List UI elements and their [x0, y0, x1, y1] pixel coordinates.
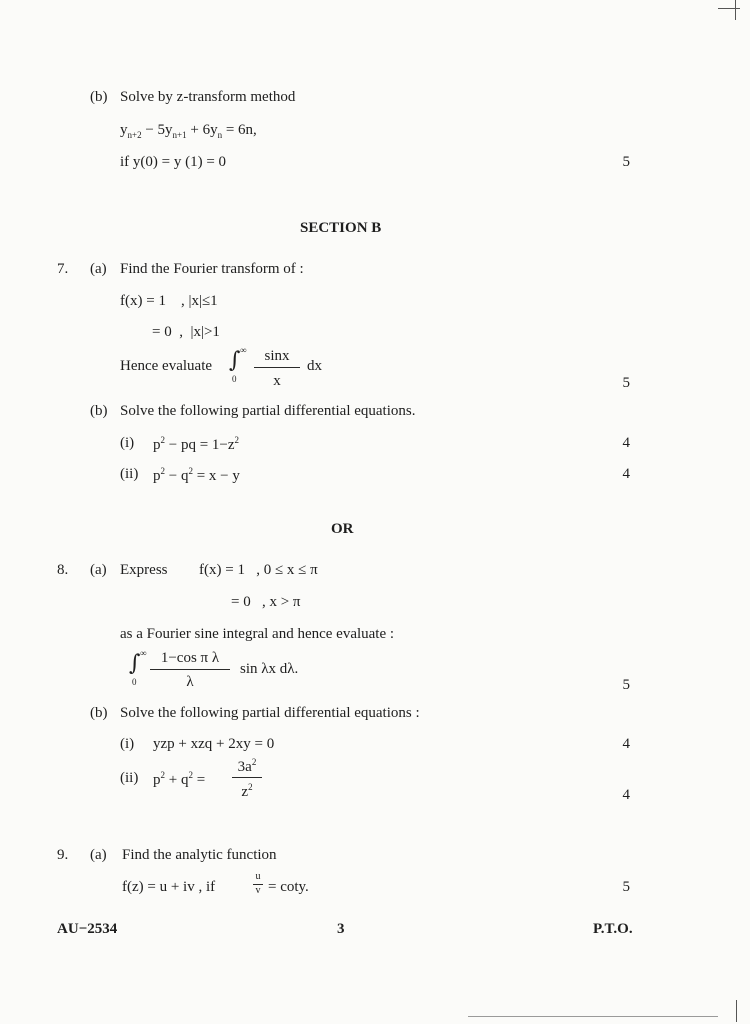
q8b-ii-marks: 4 — [622, 787, 630, 803]
footer-paper-code: AU−2534 — [57, 921, 118, 937]
q7a-function-line2: = 0 , |x|>1 — [152, 324, 220, 340]
crop-mark-vertical — [735, 0, 736, 20]
crop-mark-horizontal — [718, 8, 740, 9]
q7a-hence-text: Hence evaluate — [120, 358, 213, 374]
q6b-marks: 5 — [622, 154, 630, 170]
q8b-i-equation: yzp + xzq + 2xy = 0 — [153, 736, 275, 752]
q8a-integral-lower: 0 — [132, 677, 137, 687]
q9a-equation-start: f(z) = u + iv , if — [122, 879, 216, 895]
q6b-equation: $y_{n+2} - 5y_{n+1} + 6y_n = 6n$, — [120, 122, 257, 140]
q8a-fraction-bar — [150, 669, 230, 670]
q8a-marks: 5 — [622, 677, 630, 693]
q7a-label: (a) — [90, 261, 107, 277]
q6b-condition: if y(0) = y (1) = 0 — [120, 154, 227, 170]
q9a-marks: 5 — [622, 879, 630, 895]
q8a-integral-upper: ∞ — [140, 648, 147, 658]
q7b-i-label: (i) — [120, 435, 135, 451]
q8-number: 8. — [57, 562, 69, 578]
q8b-text: Solve the following partial differential equations : — [120, 705, 420, 721]
q8a-denominator: λ — [186, 674, 194, 690]
q9a-text: Find the analytic function — [122, 847, 277, 863]
q8b-ii-fraction-bar — [232, 777, 262, 778]
q7-number: 7. — [57, 261, 69, 277]
q8b-ii-denominator: $z^2$ — [241, 782, 253, 800]
q8a-express: Express — [120, 562, 168, 578]
section-b-title: SECTION B — [300, 220, 382, 236]
footer-pto: P.T.O. — [593, 921, 633, 937]
q8b-ii-label: (ii) — [120, 770, 139, 786]
q8a-text: as a Fourier sine integral and hence evaluate : — [120, 626, 395, 642]
q7b-ii-label: (ii) — [120, 466, 139, 482]
q7a-denominator: x — [273, 373, 281, 389]
q8b-ii-lhs: $p^2 + q^2$ = — [153, 770, 206, 788]
q8a-integrand-tail: sin λx dλ. — [240, 661, 299, 677]
q8a-numerator: 1−cos π λ — [160, 650, 220, 666]
q9a-label: (a) — [90, 847, 107, 863]
crop-mark-bottom — [736, 1000, 737, 1022]
scan-edge-line — [468, 1016, 718, 1017]
q7b-i-equation: $p^2$ − pq = $1-z^2$ — [153, 435, 240, 453]
q7a-numerator: sinx — [264, 348, 290, 364]
q9a-frac-num: u — [255, 871, 261, 882]
q7a-text: Find the Fourier transform of : — [120, 261, 304, 277]
q7b-i-marks: 4 — [622, 435, 630, 451]
q7a-fraction-bar — [254, 367, 300, 368]
q7a-function-line1: f(x) = 1 , |x|≤1 — [120, 293, 218, 309]
q6b-text: Solve by z-transform method — [120, 89, 296, 105]
q7a-integral-lower: 0 — [232, 374, 237, 384]
q8a-integral-sign: ∫ — [129, 651, 141, 676]
footer-page-number: 3 — [337, 921, 345, 937]
q7a-integral-sign: ∫ — [229, 348, 241, 373]
q7b-ii-marks: 4 — [622, 466, 630, 482]
q8b-i-marks: 4 — [622, 736, 630, 752]
q7a-integral-upper: ∞ — [240, 345, 247, 355]
q7a-marks: 5 — [622, 375, 630, 391]
q9-number: 9. — [57, 847, 69, 863]
q8a-function-line1: f(x) = 1 , 0 ≤ x ≤ π — [199, 562, 318, 578]
q8b-ii-numerator: $3a^2$ — [237, 757, 257, 775]
q7b-label: (b) — [90, 403, 108, 419]
q9a-equation-end: = coty. — [268, 879, 309, 895]
q8b-label: (b) — [90, 705, 108, 721]
q7a-dx: dx — [307, 358, 322, 374]
q7b-text: Solve the following partial differential equations. — [120, 403, 416, 419]
q8a-label: (a) — [90, 562, 107, 578]
q6b-label: (b) — [90, 89, 108, 105]
q8a-function-line2: = 0 , x > π — [231, 594, 301, 610]
q8b-i-label: (i) — [120, 736, 135, 752]
or-separator: OR — [331, 521, 354, 537]
q9a-frac-den: v — [255, 885, 261, 896]
q7b-ii-equation: $p^2 - q^2 = x - y$ — [153, 466, 240, 484]
